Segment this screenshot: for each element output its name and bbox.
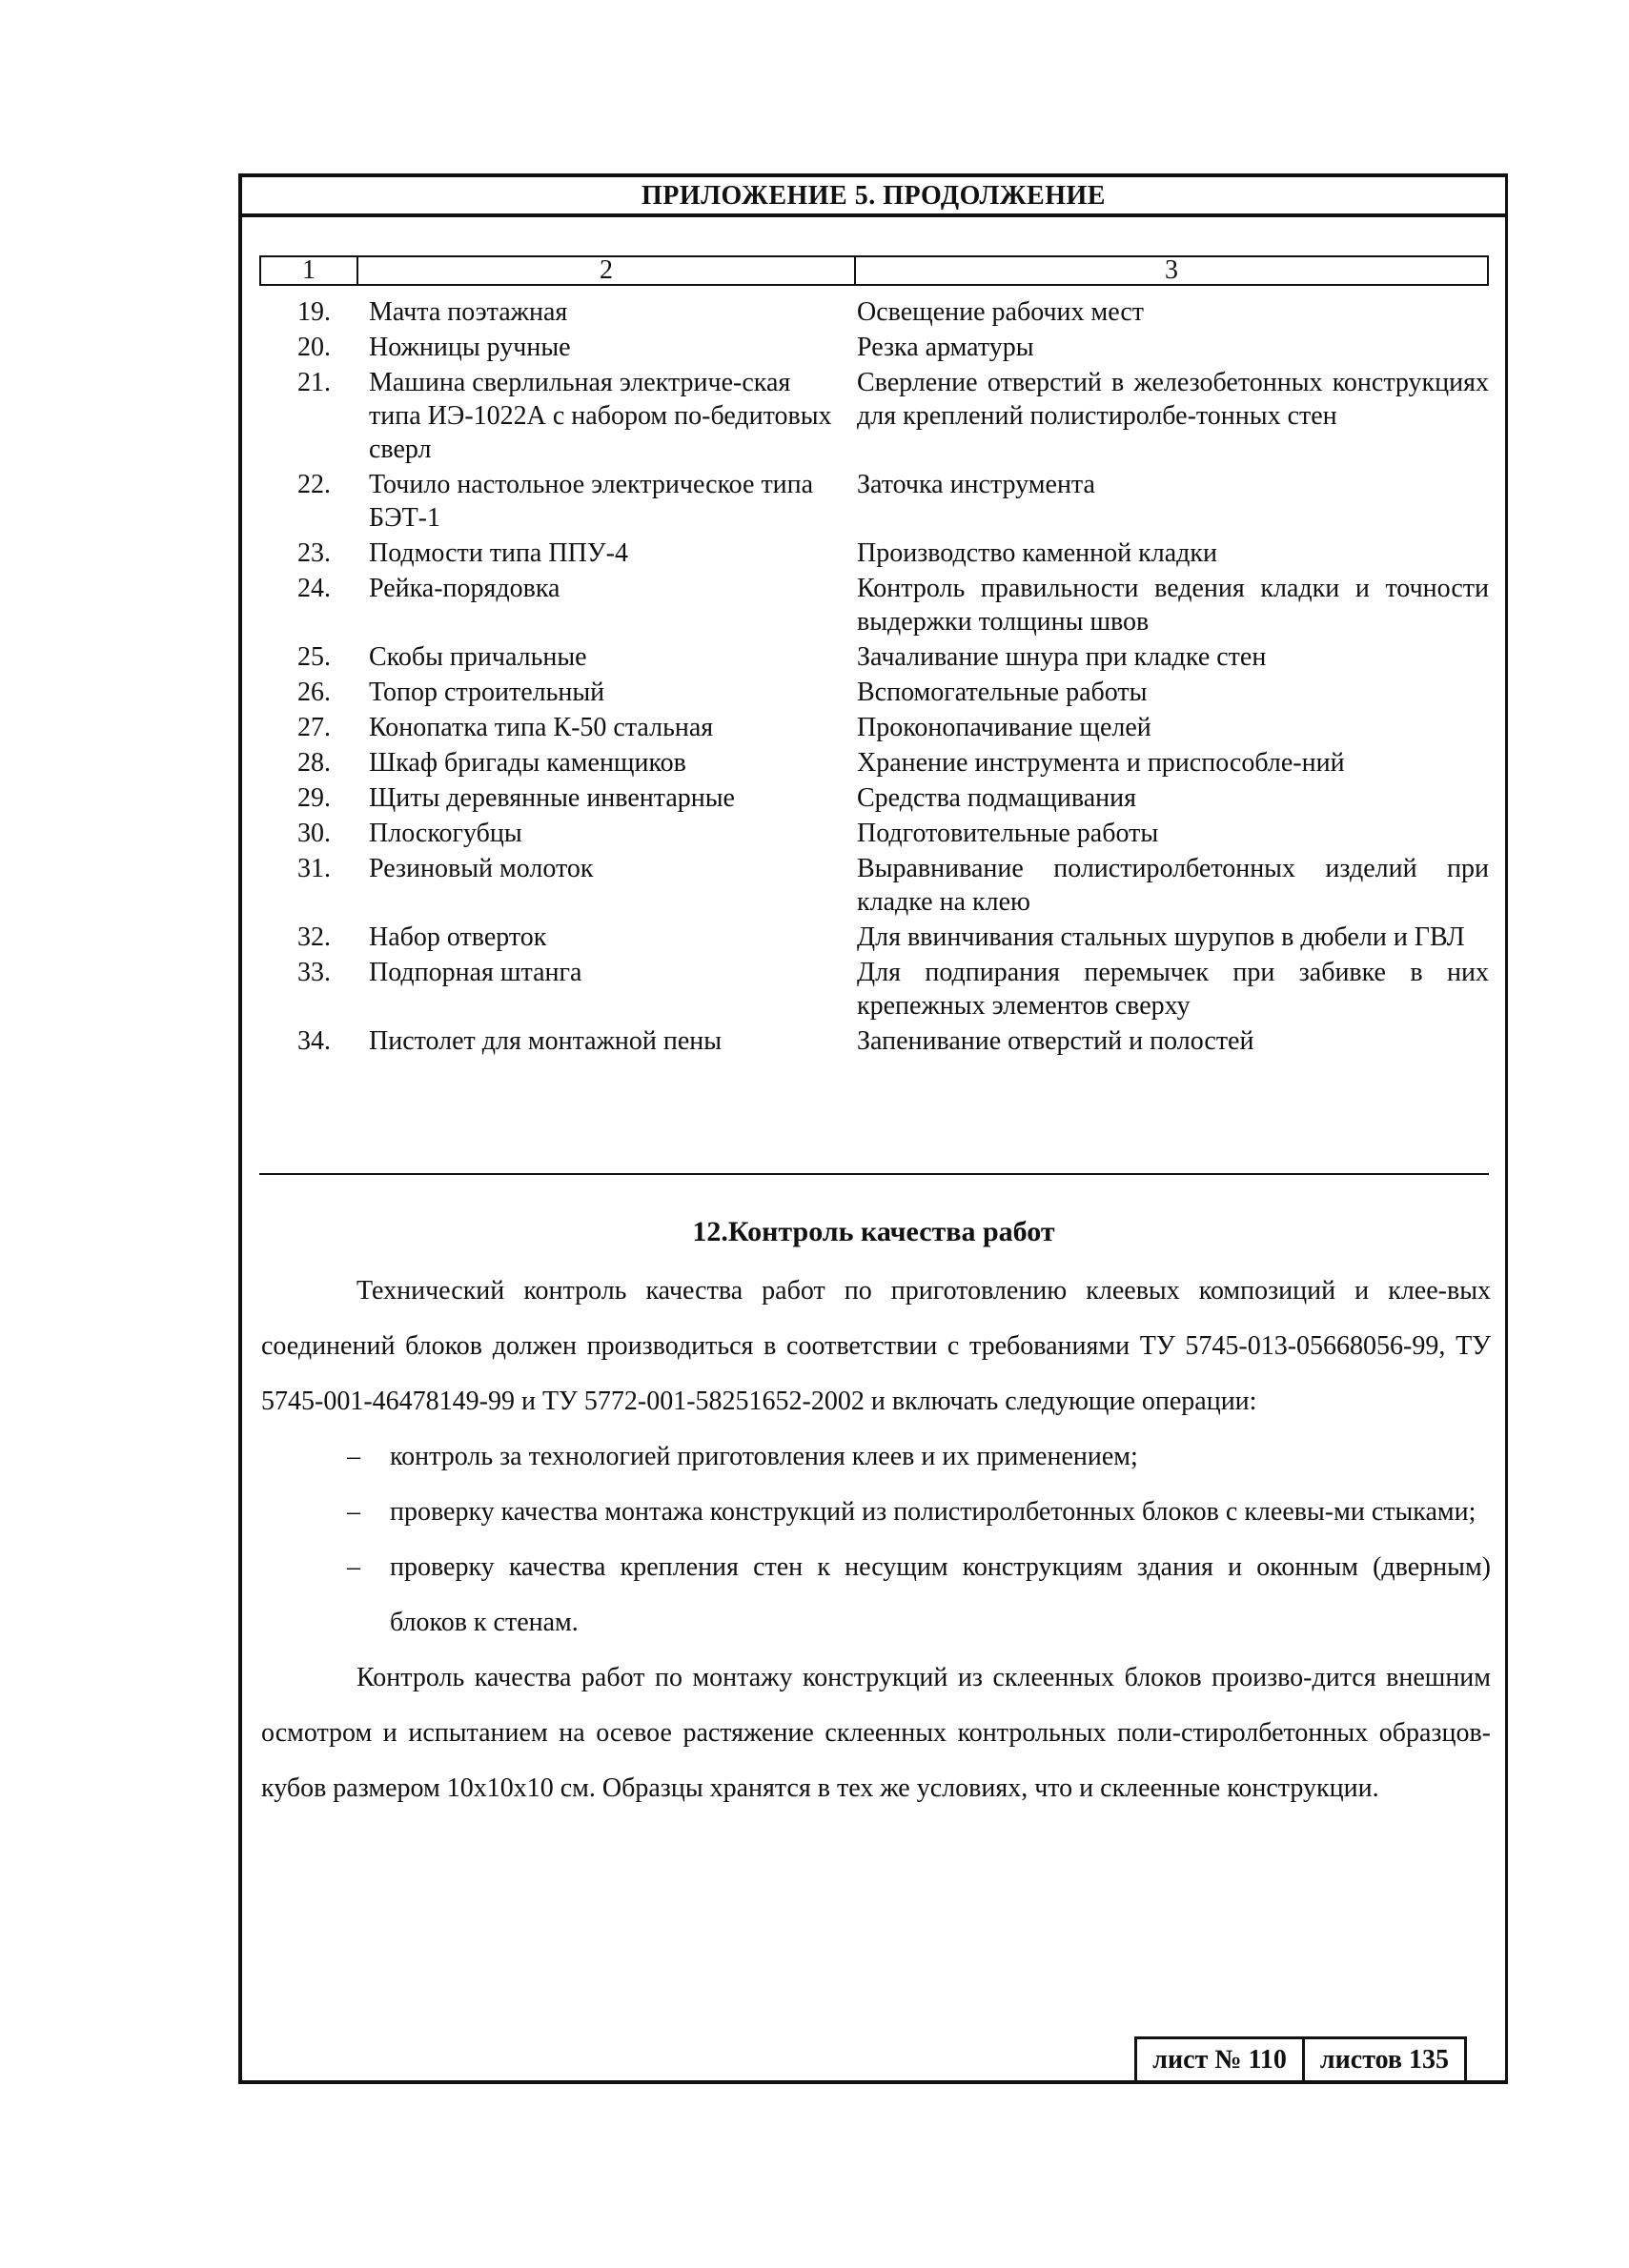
row-purpose: Заточка инструмента [857, 470, 1095, 499]
row-name: Подмости типа ППУ-4 [369, 538, 628, 568]
list-item [347, 1429, 1491, 1485]
row-name: Рейка-порядовка [369, 574, 560, 603]
row-number: 25. [297, 642, 331, 672]
row-number: 26. [297, 678, 331, 707]
row-name: Подпорная штанга [369, 958, 582, 987]
table-row [259, 676, 1489, 709]
list-item [347, 1540, 1491, 1650]
sheet-stamp [1134, 2036, 1467, 2080]
row-number: 21. [297, 368, 331, 397]
row-number: 28. [297, 748, 331, 778]
row-number: 30. [297, 819, 331, 848]
row-number: 22. [297, 470, 331, 499]
sheet-number: лист № 110 [1134, 2036, 1305, 2080]
row-name: Скобы причальные [369, 642, 587, 672]
table-row [259, 956, 1489, 1023]
row-number: 24. [297, 574, 331, 603]
table-row [259, 331, 1489, 364]
column-header-purpose: 3 [1165, 255, 1178, 285]
row-purpose: Зачаливание шнура при кладке стен [857, 642, 1267, 672]
list-item-text: проверку качества крепления стен к несущим конструкциям здания и оконным (дверным) блоков к стенам. [390, 1552, 1491, 1637]
dash-marker: – [347, 1497, 360, 1527]
table-row [259, 746, 1489, 780]
table-row [259, 817, 1489, 850]
table-column-header [259, 255, 1489, 286]
list-item-text: проверку качества монтажа конструкций из полистиролбетонных блоков с клеевы-ми стыками; [390, 1497, 1476, 1527]
table-row [259, 921, 1489, 954]
row-name: Конопатка типа К-50 стальная [369, 713, 714, 742]
row-purpose: Контроль правильности ведения кладки и точности выдержки толщины швов [857, 574, 1489, 637]
row-number: 31. [297, 854, 331, 883]
row-name: Шкаф бригады каменщиков [369, 748, 686, 778]
row-name: Резиновый молоток [369, 854, 594, 883]
table-row [259, 468, 1489, 535]
row-purpose: Сверление отверстий в железобетонных конструкциях для креплений полистиролбе-тонных стен [857, 368, 1489, 431]
table-row [259, 781, 1489, 815]
row-number: 27. [297, 713, 331, 742]
sheet-total: листов 135 [1305, 2036, 1467, 2080]
row-name: Плоскогубцы [369, 819, 522, 848]
row-number: 32. [297, 922, 331, 952]
row-name: Ножницы ручные [369, 333, 571, 362]
row-name: Мачта поэтажная [369, 297, 568, 327]
row-purpose: Запенивание отверстий и полостей [857, 1026, 1254, 1056]
table-row [259, 711, 1489, 744]
row-name: Топор строительный [369, 678, 605, 707]
row-purpose: Хранение инструмента и приспособле-ний [857, 748, 1345, 778]
row-purpose: Для ввинчивания стальных шурупов в дюбели и ГВЛ [857, 922, 1465, 952]
table-row [259, 1024, 1489, 1058]
row-number: 34. [297, 1026, 331, 1056]
list-item-text: контроль за технологией приготовления клеев и их применением; [390, 1442, 1138, 1471]
row-purpose: Резка арматуры [857, 333, 1034, 362]
dash-marker: – [347, 1552, 360, 1582]
paragraph-control: Контроль качества работ по монтажу конструкций из склеенных блоков произво-дится внешним осмотром и испытанием на осевое растяжение склеенных контрольных поли-стиролбетонных образцов-кубов размером 10х10х10 см. Образцы хранятся в тех же условиях, что и склеенные конструкции. [261, 1663, 1491, 1803]
column-header-name: 2 [358, 257, 856, 284]
row-name: Набор отверток [369, 922, 547, 952]
row-number: 20. [297, 333, 331, 362]
row-number: 19. [297, 297, 331, 327]
document-frame [238, 173, 1508, 2084]
row-purpose: Освещение рабочих мест [857, 297, 1145, 327]
table-row [259, 295, 1489, 329]
row-purpose: Средства подмащивания [857, 783, 1136, 813]
paragraph-intro: Технический контроль качества работ по приготовлению клеевых композиций и клее-вых соединений блоков должен производиться в соответствии с требованиями ТУ 5745-013-05668056-99, ТУ 5745-001-46478149-99 и ТУ 5772-001-58251652-2002 и включать следующие операции: [261, 1276, 1491, 1416]
row-name: Машина сверлильная электриче-ская типа ИЭ-1022А с набором по-бедитовых сверл [369, 368, 832, 464]
table-row [259, 640, 1489, 674]
equipment-table [259, 295, 1489, 1060]
row-number: 29. [297, 783, 331, 813]
row-name: Щиты деревянные инвентарные [369, 783, 735, 813]
section-body [261, 1264, 1491, 1816]
column-header-number: 1 [261, 257, 358, 284]
row-number: 23. [297, 538, 331, 568]
table-row [259, 537, 1489, 570]
row-purpose: Вспомогательные работы [857, 678, 1148, 707]
dash-marker: – [347, 1442, 360, 1471]
row-purpose: Выравнивание полистиролбетонных изделий при кладке на клею [857, 854, 1489, 917]
appendix-title: ПРИЛОЖЕНИЕ 5. ПРОДОЛЖЕНИЕ [242, 177, 1505, 217]
row-name: Точило настольное электрическое типа БЭТ-1 [369, 470, 814, 533]
table-row [259, 852, 1489, 919]
section-title: 12.Контроль качества работ [692, 1216, 1055, 1247]
row-purpose: Производство каменной кладки [857, 538, 1217, 568]
row-purpose: Подготовительные работы [857, 819, 1159, 848]
row-purpose: Для подпирания перемычек при забивке в них крепежных элементов сверху [857, 958, 1489, 1021]
row-number: 33. [297, 958, 331, 987]
table-row [259, 366, 1489, 466]
table-divider [259, 1173, 1489, 1175]
row-purpose: Проконопачивание щелей [857, 713, 1151, 742]
row-name: Пистолет для монтажной пены [369, 1026, 723, 1056]
table-row [259, 572, 1489, 638]
list-item [347, 1485, 1491, 1540]
